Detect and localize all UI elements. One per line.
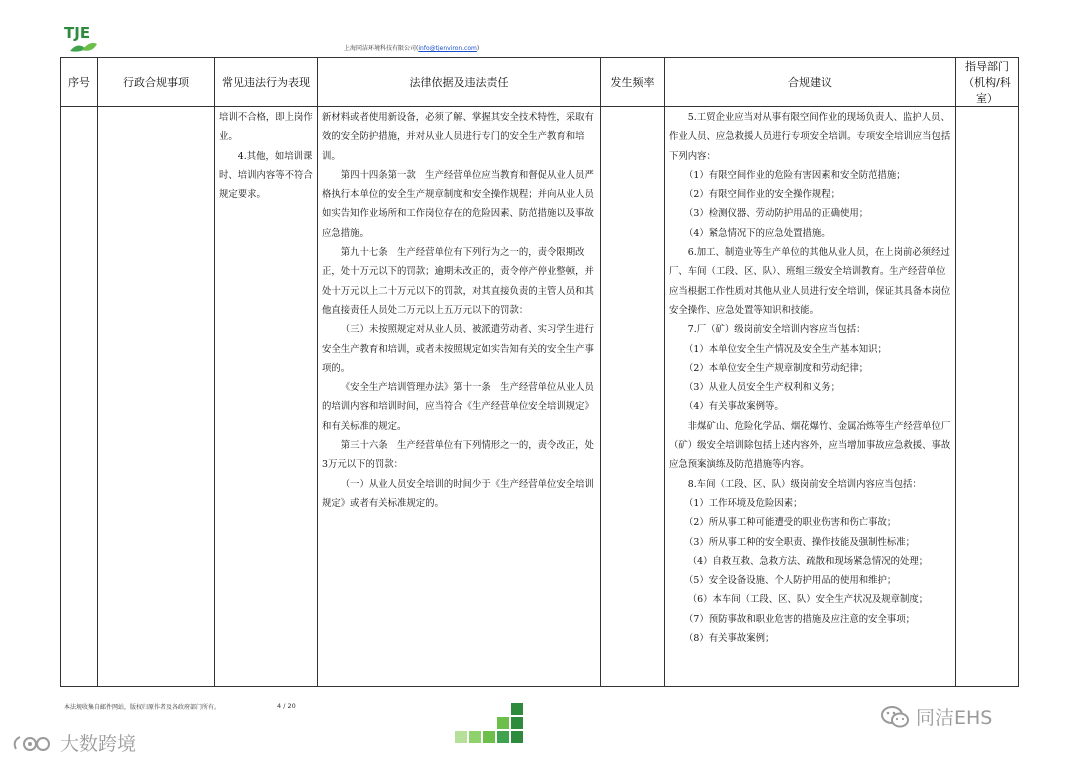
watermark-left (10, 729, 136, 756)
watermark-left-text: 大数跨境 (60, 733, 137, 755)
watermark-right (880, 703, 992, 730)
company-logo (64, 24, 104, 54)
advice-text: （4）自救互救、急救方法、疏散和现场紧急情况的处理； (687, 555, 929, 567)
header-department-line1: 指导部门 (965, 60, 1009, 73)
legal-text: （三）未按照规定对从业人员、被派遣劳动者、实习学生进行安全生产教育和培训，或者未按照规定如实告知有关的安全生产事项的。 (322, 324, 594, 374)
advice-text: （1）有限空间作业的危险有害因素和安全防范措施； (684, 169, 906, 181)
company-name: 上海同洁环境科技有限公司 (344, 45, 417, 52)
cell-legal-basis (318, 107, 601, 687)
advice-text: （3）所从事工种的安全职责、操作技能及强制性标准； (684, 536, 915, 548)
legal-text: 第三十六条 生产经营单位有下列情形之一的，责令改正，处3万元以下的罚款： (322, 440, 594, 471)
company-email-link[interactable]: info@tjenviron.com (418, 45, 477, 52)
legal-text: 新材料或者使用新设备，必须了解、掌握其安全技术特性，采取有效的安全防护措施，并对从业人员进行专门的安全生产教育和培训。 (322, 112, 594, 162)
advice-text: （3）从业人员安全生产权利和义务； (684, 382, 840, 394)
header-department-line2: （机构/科室） (963, 76, 1011, 105)
cell-compliance-item (98, 107, 215, 687)
advice-text: （4）有关事故案例等。 (684, 401, 784, 413)
advice-text: （5）安全设备设施、个人防护用品的使用和维护； (684, 575, 897, 587)
header-violations: 常见违法行为表现 (215, 58, 318, 107)
advice-text: （2）所从事工种可能遭受的职业伤害和伤亡事故； (684, 517, 897, 529)
green-block (511, 731, 523, 743)
header-legal-basis: 法律依据及违法责任 (318, 58, 601, 107)
advice-text: （2）有限空间作业的安全操作规程； (684, 189, 840, 201)
green-blocks-decoration (455, 703, 537, 743)
green-block (455, 731, 467, 743)
table-row (61, 107, 1019, 687)
green-block (497, 731, 509, 743)
green-block (497, 717, 509, 729)
logo-text: TJE (64, 24, 91, 42)
green-block (469, 731, 481, 743)
header-frequency: 发生频率 (601, 58, 665, 107)
cell-department (956, 107, 1019, 687)
advice-text: （6）本车间（工段、区、队）安全生产状况及规章制度； (687, 594, 929, 606)
company-line: 上海同洁环境科技有限公司(info@tjenviron.com) (344, 45, 480, 52)
header-department (956, 58, 1019, 107)
header-compliance-item: 行政合规事项 (98, 58, 215, 107)
advice-text: 5.工贸企业应当对从事有限空间作业的现场负责人、监护人员、作业人员、应急救援人员进行专项安全培训。专项安全培训应当包括下列内容： (669, 112, 951, 162)
header-advice: 合规建议 (665, 58, 956, 107)
advice-text: （3）检测仪器、劳动防护用品的正确使用； (684, 208, 869, 220)
compliance-table (60, 57, 1019, 687)
advice-text: （8）有关事故案例； (684, 633, 775, 645)
advice-text: （2）本单位安全生产规章制度和劳动纪律； (684, 362, 869, 374)
green-block (511, 717, 523, 729)
advice-text: （4）紧急情况下的应急处置措施。 (684, 227, 831, 239)
legal-text: 《安全生产培训管理办法》第十一条 生产经营单位从业人员的培训内容和培训时间，应当符合《生产经营单位安全培训规定》和有关标准的规定。 (322, 382, 594, 432)
footer-note: 本法规收集自邮件网站，版权归原作者及各政府部门所有。 (64, 704, 221, 711)
cell-advice (665, 107, 956, 687)
legal-text: （一）从业人员安全培训的时间少于《生产经营单位安全培训规定》或者有关标准规定的。 (322, 478, 594, 509)
page-number: 4 / 20 (277, 702, 296, 710)
wechat-icon (880, 704, 910, 730)
header-index: 序号 (61, 58, 98, 107)
violation-text: 4.其他，如培训课时、培训内容等不符合规定要求。 (219, 150, 313, 201)
legal-text: 第九十七条 生产经营单位有下列行为之一的，责令限期改正，处十万元以下的罚款；逾期未改正的，责令停产停业整顿，并处十万元以上二十万元以下的罚款，对其直接负责的主管人员和其他直接责任人员处二万元以上五万元以下的罚款： (322, 247, 594, 316)
advice-text: 8.车间（工段、区、队）级岗前安全培训内容应当包括： (687, 478, 922, 490)
green-block (483, 731, 495, 743)
leaf-icon (68, 41, 98, 53)
green-block (511, 703, 523, 715)
advice-text: 7.厂（矿）级岗前安全培训内容应当包括： (687, 324, 866, 336)
advice-text: （1）工作环境及危险因素； (684, 497, 803, 509)
advice-text: （1）本单位安全生产情况及安全生产基本知识； (684, 343, 887, 355)
cell-violations (215, 107, 318, 687)
legal-text: 第四十四条第一款 生产经营单位应当教育和督促从业人员严格执行本单位的安全生产规章制度和安全操作规程；并向从业人员如实告知作业场所和工作岗位存在的危险因素、防范措施以及事故应急措施。 (322, 169, 594, 239)
advice-text: （7）预防事故和职业危害的措施及应注意的安全事项； (684, 613, 915, 625)
advice-text: 非煤矿山、危险化学品、烟花爆竹、金属冶炼等生产经营单位厂（矿）级安全培训除包括上述内容外，应当增加事故应急救援、事故应急预案演练及防范措施等内容。 (669, 420, 951, 471)
weibo-icon (10, 731, 58, 755)
watermark-right-text: 同洁EHS (916, 707, 993, 729)
table-header-row (61, 58, 1019, 107)
violation-text: 培训不合格，即上岗作业。 (219, 112, 313, 143)
advice-text: 6.加工、制造业等生产单位的其他从业人员，在上岗前必须经过厂、车间（工段、区、队）、班组三级安全培训教育。生产经营单位应当根据工作性质对其他从业人员进行安全培训，保证其具备本岗位安全操作、应急处置等知识和技能。 (669, 247, 951, 316)
cell-index (61, 107, 98, 687)
cell-frequency (601, 107, 665, 687)
